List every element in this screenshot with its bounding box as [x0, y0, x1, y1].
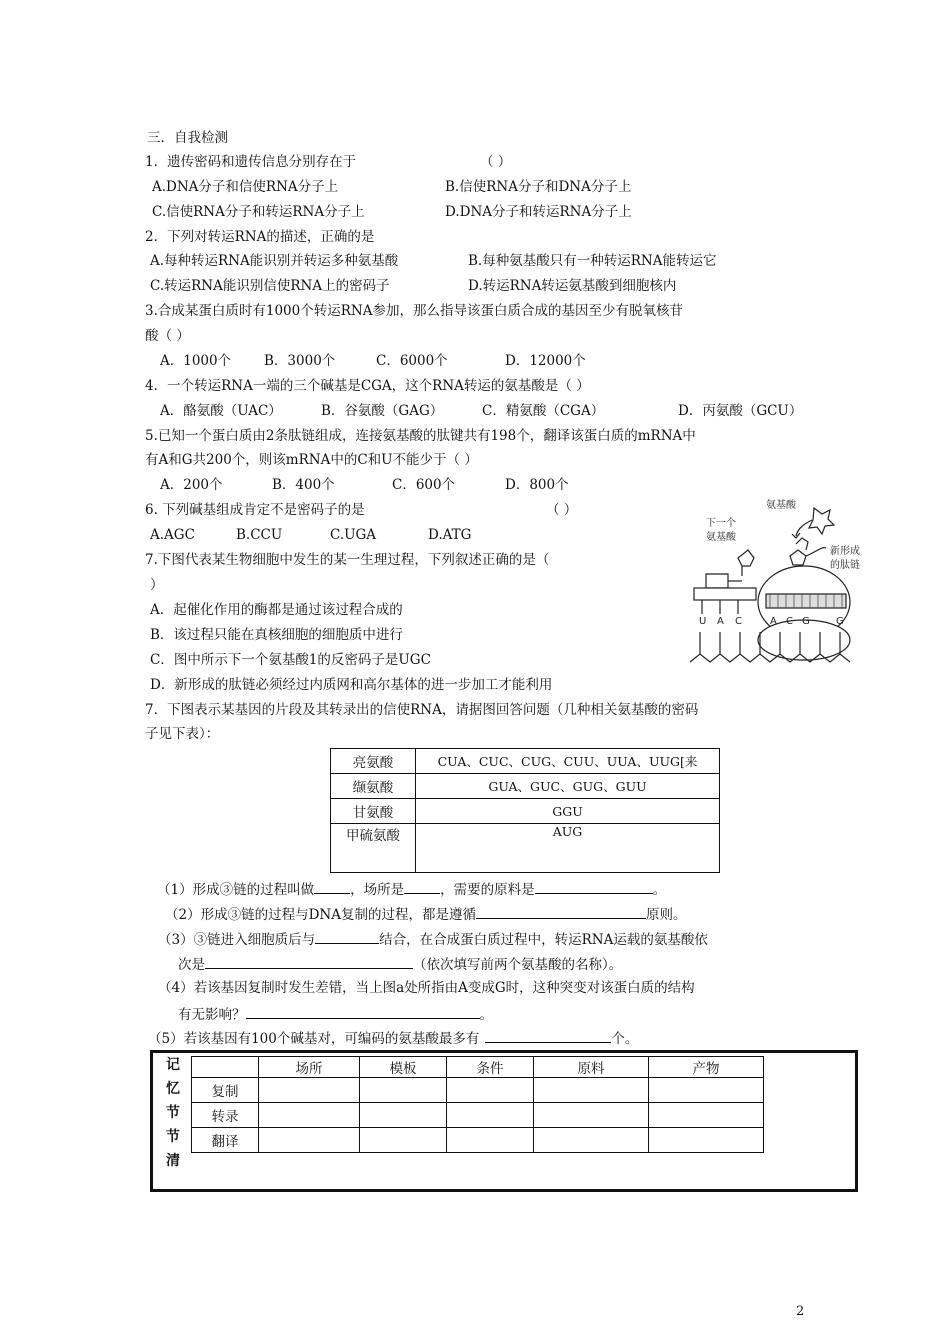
answer-blank[interactable]: [246, 1004, 480, 1019]
q7-stem-line1: 7.下图代表某生物细胞中发生的某一生理过程，下列叙述正确的是（: [145, 552, 550, 568]
codon-table: [330, 748, 720, 873]
label-new-peptide-line1: 新形成: [830, 546, 860, 557]
row-label: 复制: [192, 1078, 259, 1103]
free-amino-acid-icon: [809, 508, 834, 534]
codon-list: GUA、GUC、GUG、GUU: [416, 774, 720, 799]
q3-option-a: A．1000个: [160, 353, 232, 369]
q1-option-a: A.DNA分子和信使RNA分子上: [152, 179, 339, 195]
q3-stem-line2: 酸（ ）: [145, 328, 190, 344]
table-row: [331, 774, 720, 799]
codon-list: AUG: [416, 824, 720, 873]
q5-stem-line1: 5.已知一个蛋白质由2条肽链组成，连接氨基酸的肽键共有198个，翻译该蛋白质的mRNA中: [145, 428, 696, 444]
q1-answer-paren: （ ）: [480, 154, 512, 170]
answer-blank[interactable]: [314, 879, 350, 894]
q2-option-a: A.每种转运RNA能识别并转运多种氨基酸: [150, 253, 399, 269]
next-trna-icon: [694, 550, 756, 614]
q6-option-a: A.AGC: [150, 527, 195, 543]
codon-list: CUA、CUC、CUG、CUU、UUA、UUG[来: [416, 749, 720, 774]
ribosome-icon: [758, 566, 850, 660]
label-next-line1: 下一个: [706, 518, 736, 529]
q4-option-a: A．酪氨酸（UAC）: [160, 403, 282, 419]
base-mid-2: C: [786, 616, 793, 627]
table-row: [331, 824, 720, 873]
q4-option-b: B．谷氨酸（GAG）: [321, 403, 444, 419]
section-title: 三．自我检测: [147, 130, 228, 146]
table-row: [331, 799, 720, 824]
base-left-1: U: [699, 616, 707, 627]
base-left-3: C: [735, 616, 742, 627]
memory-table: [191, 1056, 764, 1153]
q6-answer-paren: （ ）: [546, 502, 578, 518]
q1-option-c: C.信使RNA分子和转运RNA分子上: [152, 204, 365, 220]
header-cell: 模板: [360, 1057, 447, 1078]
q6-option-c: C.UGA: [330, 527, 377, 543]
q8-sub3-line2: 次是 （依次填写前两个氨基酸的名称）。: [178, 954, 622, 974]
q2-stem: 2．下列对转运RNA的描述，正确的是: [145, 229, 375, 245]
header-cell: 原料: [534, 1057, 649, 1078]
q1-option-d: D.DNA分子和转运RNA分子上: [445, 204, 632, 220]
base-mid-1: A: [770, 616, 777, 627]
header-cell: 场所: [259, 1057, 360, 1078]
q7-option-a: A．起催化作用的酶都是通过该过程合成的: [150, 602, 403, 618]
header-cell: 条件: [447, 1057, 534, 1078]
page-number: 2: [796, 1304, 805, 1319]
q7-option-c: C．图中所示下一个氨基酸1的反密码子是UGC: [150, 652, 431, 668]
q7-option-d: D．新形成的肽链必须经过内质网和高尔基体的进一步加工才能利用: [150, 677, 553, 693]
codon-amino-acid: 亮氨酸: [331, 749, 416, 774]
table-row: [192, 1078, 764, 1103]
label-next-line2: 氨基酸: [706, 532, 736, 543]
label-new-peptide-line2: 的肽链: [830, 560, 860, 571]
q2-option-c: C.转运RNA能识别信使RNA上的密码子: [150, 278, 390, 294]
answer-blank[interactable]: [485, 1028, 611, 1043]
codon-amino-acid: 缬氨酸: [331, 774, 416, 799]
answer-blank[interactable]: [205, 954, 413, 969]
header-cell: 产物: [649, 1057, 764, 1078]
q3-option-d: D．12000个: [505, 353, 586, 369]
q5-stem-line2: 有A和G共200个，则该mRNA中的C和U不能少于（ ）: [145, 452, 478, 468]
answer-blank[interactable]: [315, 929, 379, 944]
q3-stem-line1: 3.合成某蛋白质时有1000个转运RNA参加，那么指导该蛋白质合成的基因至少有脱氧核苷: [145, 303, 683, 319]
q4-option-c: C．精氨酸（CGA）: [482, 403, 605, 419]
q8-sub5: （5）若该基因有100个碱基对，可编码的氨基酸最多有 个。: [148, 1028, 638, 1048]
q2-option-b: B.每种氨基酸只有一种转运RNA能转运它: [468, 253, 717, 269]
q2-option-d: D.转运RNA转运氨基酸到细胞核内: [468, 278, 677, 294]
q8-sub2: （2）形成③链的过程与DNA复制的过程，都是遵循 原则。: [165, 904, 686, 924]
answer-blank[interactable]: [476, 904, 646, 919]
memory-summary-box: [150, 1050, 858, 1192]
peptide-chain-icon: [790, 538, 826, 565]
q8-sub4-line2: 有无影响？ 。: [178, 1004, 493, 1024]
q8-sub4-line1: （4）若该基因复制时发生差错，当上图a处所指由A变成G时，这种突变对该蛋白质的结构: [158, 980, 695, 996]
q3-option-c: C．6000个: [376, 353, 448, 369]
q5-option-c: C．600个: [392, 477, 456, 493]
row-label: 转录: [192, 1103, 259, 1128]
q7-option-b: B．该过程只能在真核细胞的细胞质中进行: [150, 627, 403, 643]
q6-stem: 6. 下列碱基组成肯定不是密码子的是: [145, 502, 365, 518]
table-header-row: [192, 1057, 764, 1078]
table-row: [192, 1128, 764, 1153]
base-right-1: G: [836, 616, 844, 627]
codon-amino-acid: 甲硫氨酸: [331, 824, 416, 873]
q1-stem: 1．遗传密码和遗传信息分别存在于: [145, 154, 357, 170]
q6-option-d: D.ATG: [428, 527, 472, 543]
base-left-2: A: [717, 616, 724, 627]
q4-option-d: D．丙氨酸（GCU）: [678, 403, 803, 419]
q5-option-a: A．200个: [160, 477, 223, 493]
q8-stem-line2: 子见下表）：: [145, 726, 220, 742]
base-mid-3: G: [802, 616, 810, 627]
q4-stem: 4．一个转运RNA一端的三个碱基是CGA，这个RNA转运的氨基酸是（ ）: [145, 378, 590, 394]
q8-sub3-line1: （3）③链进入细胞质后与 结合，在合成蛋白质过程中，转运RNA运载的氨基酸依: [158, 929, 708, 949]
q5-option-b: B．400个: [272, 477, 335, 493]
answer-blank[interactable]: [535, 879, 653, 894]
q7-stem-line2: ）: [150, 577, 164, 593]
header-cell: [192, 1057, 259, 1078]
q3-option-b: B．3000个: [264, 353, 336, 369]
q5-option-d: D．800个: [505, 477, 569, 493]
q6-option-b: B.CCU: [236, 527, 283, 543]
translation-diagram: [686, 490, 866, 680]
codon-list: GGU: [416, 799, 720, 824]
q8-stem-line1: 7．下图表示某基因的片段及其转录出的信使RNA，请据图回答问题（几种相关氨基酸的密码: [145, 702, 699, 718]
q8-sub1: （1）形成③链的过程叫做 ，场所是 ，需要的原料是 。: [157, 879, 666, 899]
memory-side-label: 记 忆 节 节 清: [166, 1057, 180, 1169]
q1-option-b: B.信使RNA分子和DNA分子上: [445, 179, 632, 195]
codon-amino-acid: 甘氨酸: [331, 799, 416, 824]
answer-blank[interactable]: [404, 879, 440, 894]
row-label: 翻译: [192, 1128, 259, 1153]
table-row: [192, 1103, 764, 1128]
table-row: [331, 749, 720, 774]
label-amino-acid: 氨基酸: [766, 500, 796, 511]
